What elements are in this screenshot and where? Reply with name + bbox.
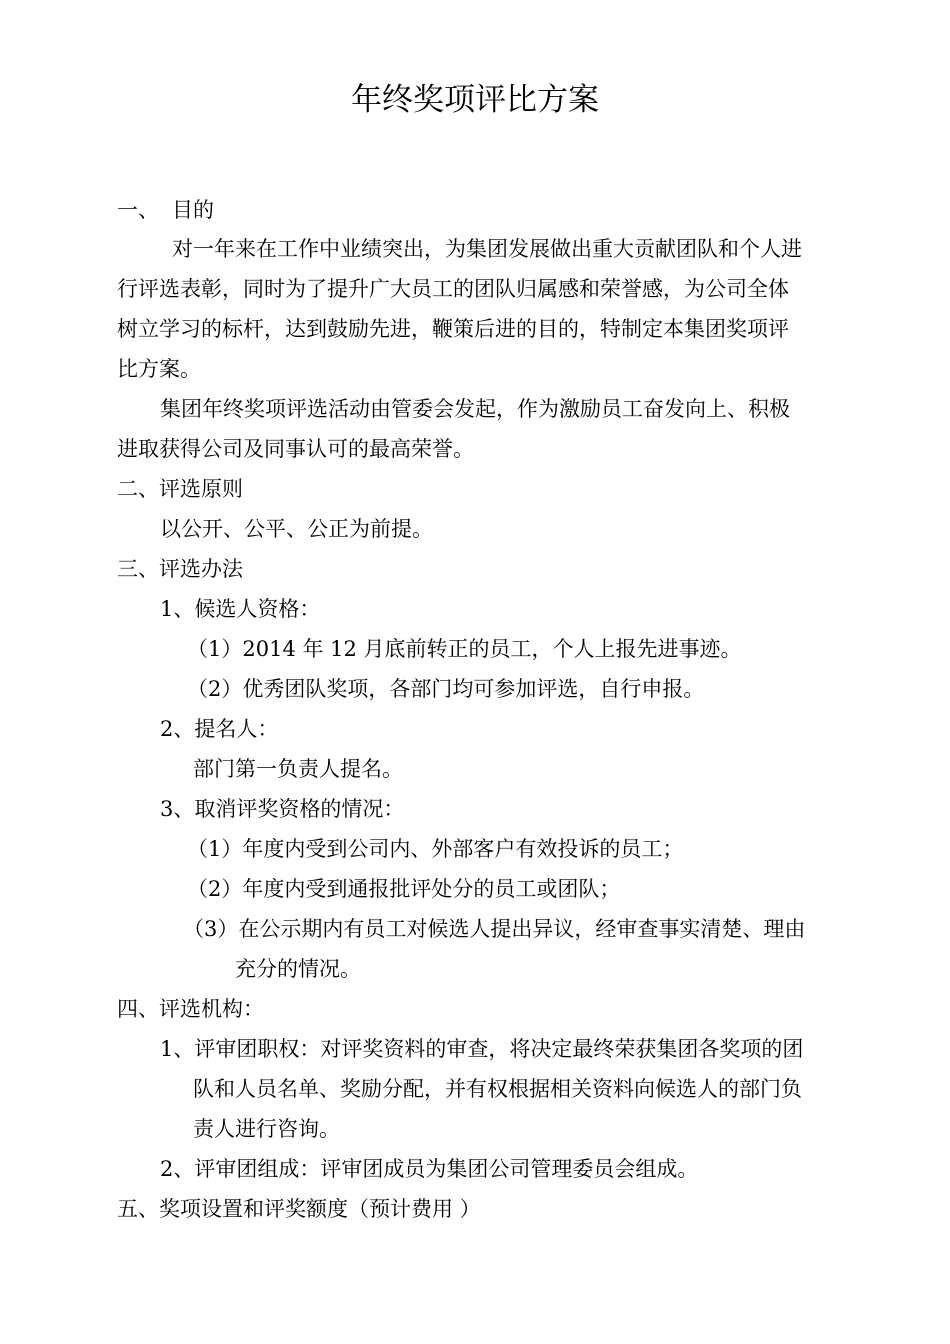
section-3-item-3-a: （1）年度内受到公司内、外部客户有效投诉的员工； [187, 837, 684, 861]
section-2-heading: 二、评选原则 [117, 477, 243, 501]
section-1-paragraph-1-line-1: 对一年来在工作中业绩突出，为集团发展做出重大贡献团队和个人进 [172, 237, 802, 261]
section-4-item-2: 2、评审团组成：评审团成员为集团公司管理委员会组成。 [160, 1157, 699, 1181]
section-1-paragraph-2-line-2: 进取获得公司及同事认可的最高荣誉。 [117, 437, 474, 461]
section-5-heading: 五、奖项设置和评奖额度（预计费用 ） [117, 1197, 481, 1221]
section-4-heading: 四、评选机构： [117, 997, 264, 1021]
section-1-paragraph-1-line-2: 行评选表彰，同时为了提升广大员工的团队归属感和荣誉感，为公司全体 [117, 277, 789, 301]
section-4-item-1-line-2: 队和人员名单、奖励分配，并有权根据相关资料向候选人的部门负 [193, 1077, 802, 1101]
section-3-heading: 三、评选办法 [117, 557, 243, 581]
section-1-heading: 目的 [172, 198, 214, 222]
section-1-paragraph-1-line-3: 树立学习的标杆，达到鼓励先进，鞭策后进的目的，特制定本集团奖项评 [117, 317, 789, 341]
section-3-item-1: 1、候选人资格： [160, 597, 321, 621]
section-3-item-3-b: （2）年度内受到通报批评处分的员工或团队； [187, 877, 621, 901]
section-3-item-3-c-line-2: 充分的情况。 [235, 957, 361, 981]
document-title: 年终奖项评比方案 [351, 82, 599, 118]
section-3-item-3: 3、取消评奖资格的情况： [160, 797, 405, 821]
section-2-text: 以公开、公平、公正为前提。 [160, 517, 433, 541]
section-3-item-1-a: （1）2014 年 12 月底前转正的员工，个人上报先进事迹。 [187, 637, 742, 661]
section-4-item-1-line-3: 责人进行咨询。 [193, 1117, 340, 1141]
section-1-paragraph-2-line-1: 集团年终奖项评选活动由管委会发起，作为激励员工奋发向上、积极 [160, 397, 790, 421]
section-3-item-1-b: （2）优秀团队奖项，各部门均可参加评选，自行申报。 [187, 677, 705, 701]
section-4-item-1-line-1: 1、评审团职权：对评奖资料的审查，将决定最终荣获集团各奖项的团 [160, 1037, 804, 1061]
section-1-number: 一、 [117, 198, 159, 222]
section-3-item-2: 2、提名人： [160, 717, 279, 741]
section-1-paragraph-1-line-4: 比方案。 [117, 357, 201, 381]
section-3-item-2-text: 部门第一负责人提名。 [193, 757, 403, 781]
section-3-item-3-c-line-1: （3）在公示期内有员工对候选人提出异议，经审查事实清楚、理由 [183, 917, 806, 941]
